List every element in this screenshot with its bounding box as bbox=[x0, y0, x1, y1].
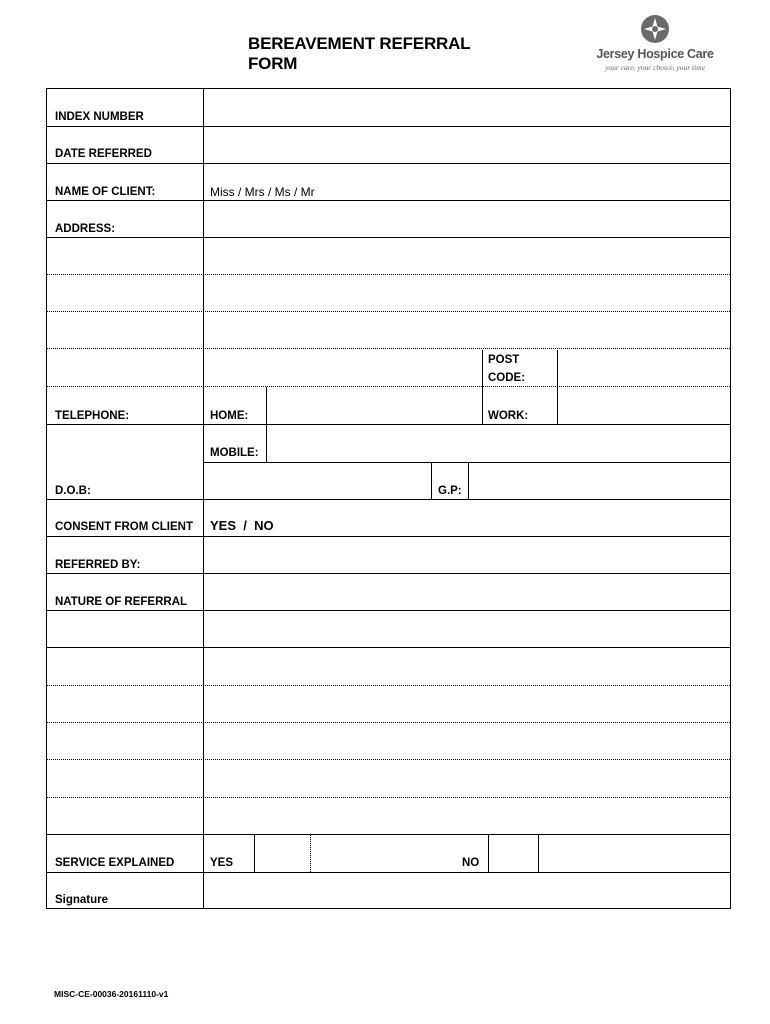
column-divider bbox=[431, 462, 432, 500]
star-diamond-icon bbox=[640, 14, 670, 44]
date-referred-label: DATE REFERRED bbox=[55, 148, 152, 160]
consent-options[interactable]: YES / NO bbox=[210, 518, 274, 533]
name-of-client-label: NAME OF CLIENT: bbox=[55, 186, 156, 198]
post-code-label-line1: POST bbox=[488, 354, 520, 366]
date-referred-field[interactable] bbox=[204, 127, 730, 163]
column-divider bbox=[310, 834, 311, 872]
document-code: MISC-CE-00036-20161110-v1 bbox=[54, 989, 169, 999]
service-explained-no-checkbox[interactable] bbox=[489, 835, 538, 872]
telephone-label: TELEPHONE: bbox=[55, 410, 130, 422]
form-title: BEREAVEMENT REFERRAL FORM bbox=[248, 34, 471, 73]
signature-field[interactable] bbox=[204, 873, 730, 908]
address-label: ADDRESS: bbox=[55, 223, 116, 235]
mobile-label: MOBILE: bbox=[210, 447, 259, 459]
jersey-hospice-care-logo bbox=[590, 14, 720, 72]
work-phone-field[interactable] bbox=[558, 387, 730, 424]
nature-of-referral-field[interactable] bbox=[204, 574, 730, 834]
signature-label: Signature bbox=[55, 894, 109, 906]
gp-label: G.P: bbox=[438, 485, 462, 497]
dob-field[interactable] bbox=[204, 463, 431, 499]
consent-label: CONSENT FROM CLIENT bbox=[55, 521, 193, 533]
mobile-phone-field[interactable] bbox=[267, 425, 730, 462]
index-number-label: INDEX NUMBER bbox=[55, 111, 144, 123]
index-number-field[interactable] bbox=[204, 89, 730, 126]
home-phone-field[interactable] bbox=[267, 387, 482, 424]
post-code-label-line2: CODE: bbox=[488, 372, 526, 384]
service-yes-label: YES bbox=[210, 857, 234, 869]
service-explained-label: SERVICE EXPLAINED bbox=[55, 857, 175, 869]
work-label: WORK: bbox=[488, 410, 529, 422]
dob-label: D.O.B: bbox=[55, 485, 91, 497]
logo-tagline: your care, your choice, your time bbox=[605, 63, 705, 72]
logo-name: Jersey Hospice Care bbox=[596, 47, 714, 61]
referred-by-label: REFERRED BY: bbox=[55, 559, 141, 571]
post-code-field[interactable] bbox=[558, 350, 730, 386]
referral-form-table bbox=[46, 88, 731, 909]
service-no-label: NO bbox=[462, 857, 480, 869]
row-divider bbox=[47, 499, 730, 500]
referred-by-field[interactable] bbox=[204, 537, 730, 573]
name-titles-options: Miss / Mrs / Ms / Mr bbox=[210, 185, 315, 199]
gp-field[interactable] bbox=[469, 463, 730, 499]
column-divider bbox=[538, 834, 539, 872]
home-label: HOME: bbox=[210, 410, 249, 422]
service-explained-yes-checkbox[interactable] bbox=[255, 835, 310, 872]
row-divider bbox=[47, 834, 730, 835]
nature-of-referral-label: NATURE OF REFERRAL bbox=[55, 596, 188, 608]
